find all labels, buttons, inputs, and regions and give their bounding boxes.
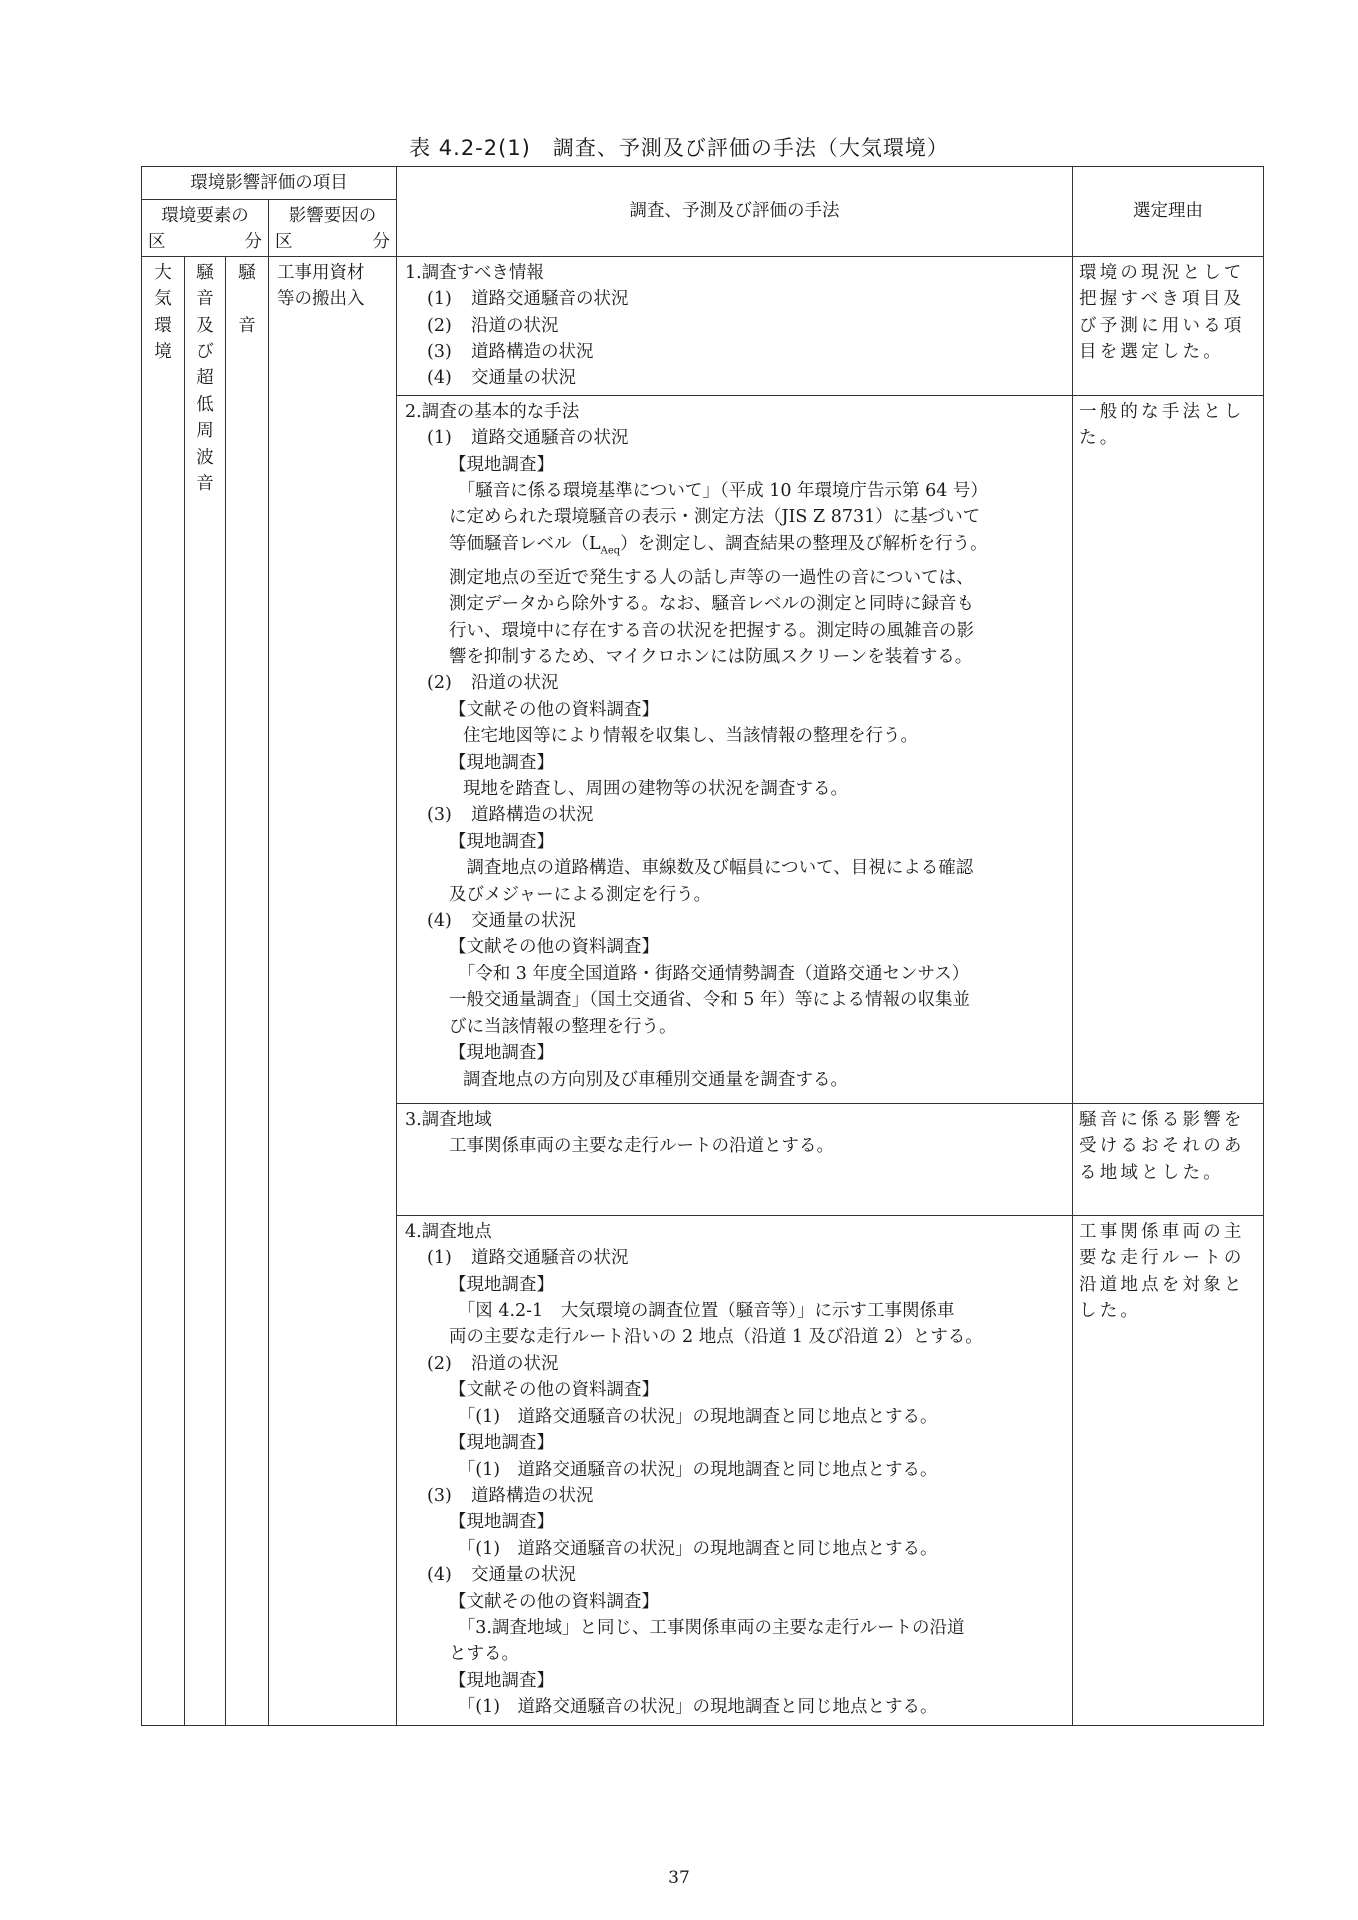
- line-text: 「3.調査地域」と同じ、工事関係車両の主要な走行ルートの沿道: [449, 1617, 965, 1638]
- env-category-cell: [142, 256, 185, 1725]
- line-text: 測定地点の至近で発生する人の話し声等の一過性の音については、: [449, 567, 974, 588]
- line-text: 【現地調査】: [449, 1274, 554, 1295]
- line-text: 【文献その他の資料調査】: [449, 1380, 659, 1401]
- method-line: [405, 961, 1066, 987]
- header-env-element-right: 分: [244, 232, 262, 253]
- line-text: 等価騒音レベル（L: [449, 533, 601, 554]
- line-text: 住宅地図等により情報を収集し、当該情報の整理を行う。: [463, 726, 918, 747]
- method-line: [405, 987, 1066, 1013]
- line-text: 2.調査の基本的な手法: [405, 401, 580, 422]
- method-line: [405, 1641, 1066, 1667]
- header-impact-factor-left: 区: [275, 232, 293, 253]
- method-line: [405, 855, 1066, 881]
- line-text: 調査地点の道路構造、車線数及び幅員について、目視による確認: [449, 858, 974, 879]
- method-line: [405, 1404, 1066, 1430]
- item-number: (4): [427, 368, 452, 389]
- method-line: [405, 1040, 1066, 1066]
- line-text: びに当該情報の整理を行う。: [449, 1016, 677, 1037]
- vertical-char: 周: [196, 421, 214, 442]
- item-number: (2): [427, 673, 452, 694]
- line-text: 1.調査すべき情報: [405, 262, 544, 283]
- method-line: [405, 1014, 1066, 1040]
- item-number: (1): [427, 1248, 452, 1269]
- vertical-char: 音: [196, 474, 214, 495]
- header-impact-factor: [269, 200, 397, 257]
- header-env-element-top: 環境要素の: [161, 206, 249, 226]
- method-line: [405, 1589, 1066, 1615]
- impact-factor-line: 工事用資材: [277, 262, 365, 283]
- reason-cell: [1073, 256, 1264, 395]
- vertical-char: 音: [196, 289, 214, 310]
- header-method: 調査、予測及び評価の手法: [397, 167, 1073, 257]
- header-group: 環境影響評価の項目: [142, 167, 397, 200]
- line-text: 4.調査地点: [405, 1221, 492, 1242]
- method-line: [405, 934, 1066, 960]
- assessment-table: [141, 166, 1264, 1726]
- method-cell: [397, 395, 1073, 1103]
- method-line: [405, 452, 1066, 478]
- line-text: 【現地調査】: [449, 454, 554, 475]
- item-number: (3): [427, 805, 452, 826]
- method-line: [405, 1107, 1066, 1133]
- vertical-char: 大: [154, 262, 172, 283]
- type-cell: [226, 256, 269, 1725]
- method-line: [405, 339, 1066, 365]
- line-text: 道路構造の状況: [471, 805, 594, 826]
- method-line: [405, 1457, 1066, 1483]
- method-line: [405, 1298, 1066, 1324]
- method-line: [405, 425, 1066, 451]
- method-cell: [397, 1215, 1073, 1725]
- line-text: 「令和 3 年度全国道路・街路交通情勢調査（道路交通センサス）: [449, 963, 970, 984]
- line-text-cont: ）を測定し、調査結果の整理及び解析を行う。: [620, 533, 988, 554]
- method-line: [405, 723, 1066, 749]
- method-line: [405, 1509, 1066, 1535]
- vertical-char: 騒: [238, 262, 256, 283]
- line-text: 沿道の状況: [471, 1353, 559, 1374]
- method-line: [405, 1219, 1066, 1245]
- method-line: [405, 531, 1066, 565]
- table-title: 表 4.2-2(1) 調査、予測及び評価の手法（大気環境）: [409, 136, 949, 160]
- line-text: 交通量の状況: [471, 911, 576, 932]
- reason-text: 工事関係車両の主要な走行ルートの沿道地点を対象とした。: [1079, 1221, 1245, 1322]
- method-line: [405, 365, 1066, 391]
- reason-cell: [1073, 1103, 1264, 1215]
- vertical-char: 低: [196, 394, 214, 415]
- method-line: [405, 1245, 1066, 1271]
- vertical-char: 音: [238, 315, 256, 336]
- reason-text: 環境の現況として把握すべき項目及び予測に用いる項目を選定した。: [1079, 262, 1245, 363]
- method-cell: [397, 256, 1073, 395]
- line-text: 【現地調査】: [449, 1043, 554, 1064]
- method-line: [405, 313, 1066, 339]
- section-row: [142, 256, 1264, 395]
- line-text: 「(1) 道路交通騒音の状況」の現地調査と同じ地点とする。: [449, 1406, 938, 1427]
- line-text: 【文献その他の資料調査】: [449, 1591, 659, 1612]
- vertical-char: [226, 286, 268, 312]
- method-line: [405, 750, 1066, 776]
- method-line: [405, 1377, 1066, 1403]
- method-line: [405, 670, 1066, 696]
- line-text: 【現地調査】: [449, 831, 554, 852]
- line-text: 一般交通量調査」（国土交通省、令和 5 年）等による情報の収集並: [449, 990, 971, 1011]
- line-text: 道路交通騒音の状況: [471, 428, 629, 449]
- item-number: (3): [427, 342, 452, 363]
- vertical-char: 気: [154, 289, 172, 310]
- item-number: (4): [427, 1565, 452, 1586]
- subcategory-cell: [185, 256, 226, 1725]
- reason-text: 一般的な手法とした。: [1079, 401, 1245, 449]
- method-line: [405, 1483, 1066, 1509]
- method-line: [405, 260, 1066, 286]
- reason-cell: [1073, 1215, 1264, 1725]
- line-text: 両の主要な走行ルート沿いの 2 地点（沿道 1 及び沿道 2）とする。: [449, 1327, 983, 1348]
- method-line: [405, 1430, 1066, 1456]
- vertical-char: び: [196, 342, 214, 363]
- method-line: [405, 1324, 1066, 1350]
- line-text: 交通量の状況: [471, 368, 576, 389]
- line-text: 道路交通騒音の状況: [471, 289, 629, 310]
- line-text: 測定データから除外する。なお、騒音レベルの測定と同時に録音も: [449, 594, 974, 615]
- method-line: [405, 1133, 1066, 1159]
- reason-cell: [1073, 395, 1264, 1103]
- line-text: 道路交通騒音の状況: [471, 1248, 629, 1269]
- line-text: 「(1) 道路交通騒音の状況」の現地調査と同じ地点とする。: [449, 1538, 938, 1559]
- vertical-char: 騒: [196, 262, 214, 283]
- reason-text: 騒音に係る影響を受けるおそれのある地域とした。: [1079, 1109, 1245, 1183]
- line-text: 工事関係車両の主要な走行ルートの沿道とする。: [449, 1136, 834, 1157]
- vertical-char: 及: [196, 315, 214, 336]
- line-text: 【現地調査】: [449, 752, 554, 773]
- method-line: [405, 802, 1066, 828]
- line-text: 道路構造の状況: [471, 342, 594, 363]
- line-text: 沿道の状況: [471, 315, 559, 336]
- header-impact-factor-right: 分: [372, 232, 390, 253]
- vertical-char: 環: [154, 315, 172, 336]
- method-line: [405, 697, 1066, 723]
- item-number: (1): [427, 289, 452, 310]
- line-text: 【現地調査】: [449, 1512, 554, 1533]
- method-line: [405, 644, 1066, 670]
- method-line: [405, 1272, 1066, 1298]
- item-number: (3): [427, 1485, 452, 1506]
- line-text: 行い、環境中に存在する音の状況を把握する。測定時の風雑音の影: [449, 620, 974, 641]
- vertical-char: 境: [154, 342, 172, 363]
- method-line: [405, 1694, 1066, 1720]
- header-reason: 選定理由: [1073, 167, 1264, 257]
- line-text: 【文献その他の資料調査】: [449, 699, 659, 720]
- line-text: 及びメジャーによる測定を行う。: [449, 884, 712, 905]
- method-line: [405, 399, 1066, 425]
- line-text: 調査地点の方向別及び車種別交通量を調査する。: [463, 1069, 848, 1090]
- method-line: [405, 1067, 1066, 1093]
- line-text: 道路構造の状況: [471, 1485, 594, 1506]
- method-line: [405, 1615, 1066, 1641]
- impact-factor-cell: [269, 256, 397, 1725]
- method-line: [405, 591, 1066, 617]
- vertical-char: 波: [196, 447, 214, 468]
- line-text: とする。: [449, 1644, 519, 1665]
- item-number: (2): [427, 1353, 452, 1374]
- method-line: [405, 776, 1066, 802]
- page-number: 37: [668, 1868, 690, 1888]
- line-text: に定められた環境騒音の表示・測定方法（JIS Z 8731）に基づいて: [449, 507, 981, 528]
- line-text: 3.調査地域: [405, 1109, 492, 1130]
- line-text: 交通量の状況: [471, 1565, 576, 1586]
- line-text: 【文献その他の資料調査】: [449, 937, 659, 958]
- line-text: 「(1) 道路交通騒音の状況」の現地調査と同じ地点とする。: [449, 1697, 938, 1718]
- method-cell: [397, 1103, 1073, 1215]
- method-line: [405, 504, 1066, 530]
- item-number: (2): [427, 315, 452, 336]
- item-number: (1): [427, 428, 452, 449]
- method-line: [405, 1562, 1066, 1588]
- method-line: [405, 565, 1066, 591]
- method-line: [405, 286, 1066, 312]
- line-text: 沿道の状況: [471, 673, 559, 694]
- method-line: [405, 1351, 1066, 1377]
- method-line: [405, 1668, 1066, 1694]
- line-text: 現地を踏査し、周囲の建物等の状況を調査する。: [463, 779, 848, 800]
- method-line: [405, 1536, 1066, 1562]
- method-line: [405, 829, 1066, 855]
- line-text: 「騒音に係る環境基準について」（平成 10 年環境庁告示第 64 号）: [449, 481, 988, 502]
- method-line: [405, 618, 1066, 644]
- method-line: [405, 882, 1066, 908]
- method-line: [405, 908, 1066, 934]
- header-env-element-left: 区: [148, 232, 166, 253]
- line-text: 「図 4.2-1 大気環境の調査位置（騒音等）」に示す工事関係車: [449, 1301, 955, 1322]
- impact-factor-line: 等の搬出入: [277, 289, 365, 310]
- vertical-char: 超: [196, 368, 214, 389]
- line-subscript: Aeq: [600, 545, 621, 557]
- header-env-element: [142, 200, 269, 257]
- line-text: 【現地調査】: [449, 1433, 554, 1454]
- line-text: 「(1) 道路交通騒音の状況」の現地調査と同じ地点とする。: [449, 1459, 938, 1480]
- item-number: (4): [427, 911, 452, 932]
- header-impact-factor-top: 影響要因の: [288, 206, 377, 226]
- header-row-1: [142, 167, 1264, 200]
- line-text: 【現地調査】: [449, 1670, 554, 1691]
- line-text: 響を抑制するため、マイクロホンには防風スクリーンを装着する。: [449, 647, 973, 667]
- method-line: [405, 478, 1066, 504]
